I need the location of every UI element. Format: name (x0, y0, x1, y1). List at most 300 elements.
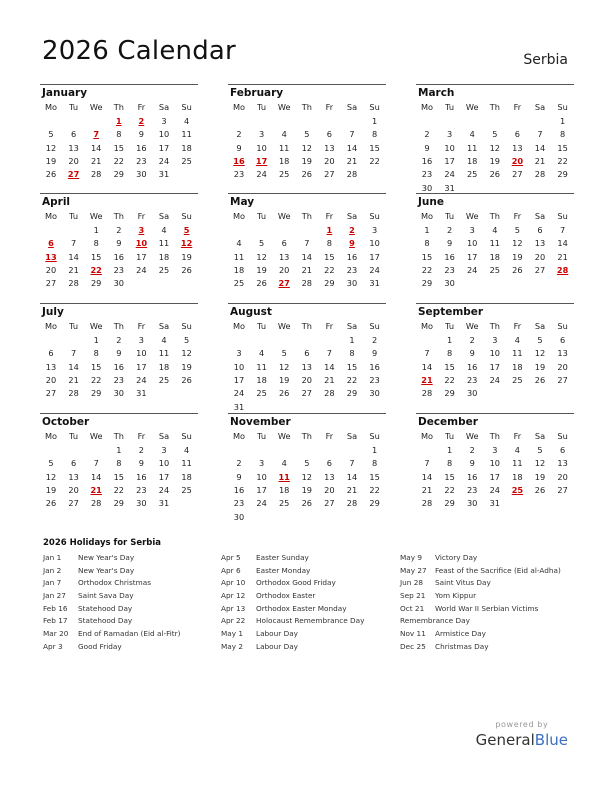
month-name: February (230, 87, 284, 99)
date-cell: 4 (281, 458, 287, 469)
date-cell: 15 (346, 361, 358, 372)
week-row (228, 155, 386, 167)
weekday-label: Th (301, 431, 312, 441)
week-row (40, 347, 198, 359)
date-cell: 22 (113, 484, 124, 495)
weekday-label: Mo (420, 431, 434, 441)
date-cell: 31 (489, 498, 500, 509)
week-row (40, 168, 198, 180)
date-cell: 18 (181, 471, 192, 482)
month-divider (40, 413, 198, 414)
date-cell: 14 (421, 361, 433, 372)
weekday-label: Sa (534, 321, 546, 331)
weekday-label: We (277, 211, 291, 221)
week-row (416, 115, 574, 127)
week-row (40, 277, 198, 289)
weekday-label: Fr (513, 102, 522, 112)
weekday-label: Th (301, 211, 312, 221)
weekday-label: Tu (69, 102, 79, 112)
date-cell: 23 (421, 169, 433, 180)
week-row (416, 264, 574, 276)
date-cell: 3 (258, 129, 265, 140)
date-cell: 5 (537, 445, 543, 455)
week-row (416, 224, 574, 236)
date-cell: 18 (466, 155, 478, 166)
date-cell: 9 (469, 348, 475, 359)
holidays-title: 2026 Holidays for Serbia (43, 538, 162, 548)
date-cell: 27 (324, 498, 335, 509)
weekday-label: Tu (69, 431, 79, 441)
date-cell: 1 (371, 116, 378, 126)
date-cell: 12 (45, 142, 57, 153)
date-cell: 25 (158, 264, 170, 275)
weekday-label: Tu (69, 211, 79, 221)
holiday-name: Remembrance Day (400, 616, 470, 626)
date-cell: 20 (534, 251, 546, 262)
date-cell: 26 (301, 169, 312, 180)
weekday-label: We (89, 431, 103, 441)
date-cell: 16 (233, 484, 245, 495)
date-cell: 3 (446, 129, 453, 140)
date-cell: 10 (233, 361, 245, 372)
date-cell: 5 (492, 129, 498, 140)
holiday-date: Mar 20 (43, 629, 69, 639)
date-cell: 19 (512, 251, 523, 262)
date-cell: 4 (183, 116, 190, 126)
date-cell: 26 (181, 264, 192, 275)
holiday-name: New Year's Day (78, 553, 135, 562)
weekday-header-row (40, 210, 198, 222)
date-cell: 3 (138, 335, 144, 345)
weekday-label: Fr (137, 102, 146, 112)
weekday-label: We (465, 321, 479, 331)
week-row (228, 347, 386, 359)
month-name: March (418, 87, 455, 99)
holiday-column (400, 552, 578, 654)
weekday-label: Su (557, 211, 568, 221)
date-cell: 29 (444, 388, 455, 399)
date-cell: 25 (256, 388, 267, 399)
date-cell: 11 (278, 142, 290, 153)
date-cell: 12 (301, 471, 312, 482)
date-cell: 5 (304, 458, 310, 469)
date-cell: 4 (469, 129, 475, 140)
date-cell: 10 (444, 142, 455, 153)
date-cell: 3 (371, 225, 378, 235)
date-cell: 30 (233, 511, 245, 522)
month-name: October (42, 416, 90, 428)
date-cell: 26 (181, 374, 192, 385)
week-row (228, 444, 386, 456)
date-cell: 8 (349, 348, 355, 359)
date-cell: 30 (346, 278, 358, 289)
date-cell: 27 (45, 388, 57, 399)
date-cell: 12 (278, 361, 290, 372)
date-cell: 1 (446, 445, 453, 455)
month-name: May (230, 196, 255, 208)
date-cell: 13 (324, 142, 335, 153)
week-row (40, 484, 198, 496)
date-cell: 28 (68, 388, 79, 399)
date-cell: 30 (113, 278, 124, 289)
date-cell: 26 (489, 169, 500, 180)
date-cell: 19 (45, 484, 57, 495)
date-cell: 7 (93, 458, 99, 469)
week-row (40, 142, 198, 154)
date-cell: 14 (324, 361, 335, 372)
date-cell: 16 (369, 361, 380, 372)
week-row (416, 347, 574, 359)
week-row (416, 361, 574, 373)
week-row (40, 374, 198, 386)
date-cell: 9 (469, 458, 475, 469)
date-cell: 18 (278, 484, 290, 495)
week-row (40, 128, 198, 140)
holiday-item (221, 577, 399, 590)
date-cell: 31 (158, 498, 170, 509)
date-cell: 7 (70, 348, 77, 359)
date-cell: 23 (444, 264, 455, 275)
date-cell: 28 (90, 498, 102, 509)
holiday-name: Victory Day (435, 553, 478, 562)
date-cell: 11 (181, 129, 192, 140)
holiday-name: Orthodox Good Friday (256, 578, 336, 588)
weekday-label: Fr (513, 431, 522, 441)
date-cell: 19 (181, 251, 192, 262)
holiday-name: Statehood Day (78, 616, 133, 626)
date-cell: 2 (138, 445, 144, 455)
date-cell: 4 (258, 348, 265, 359)
date-cell: 25 (181, 484, 192, 495)
date-cell: 14 (557, 238, 568, 249)
date-cell: 28 (346, 169, 358, 180)
date-cell: 17 (489, 361, 500, 372)
date-cell: 28 (324, 388, 335, 399)
date-cell: 16 (466, 471, 478, 482)
weekday-label: We (465, 431, 479, 441)
date-cell: 1 (424, 225, 430, 235)
month-name: August (230, 306, 272, 318)
date-cell: 17 (444, 155, 455, 166)
holiday-name: Orthodox Easter Monday (256, 603, 347, 613)
date-cell: 25 (489, 264, 500, 275)
date-cell: 1 (116, 445, 122, 455)
date-cell: 7 (349, 458, 355, 469)
weekday-label: Sa (534, 102, 546, 112)
weekday-label: Th (489, 431, 500, 441)
date-cell: 27 (512, 169, 523, 180)
date-cell: 7 (424, 458, 430, 469)
date-cell: 3 (469, 225, 475, 235)
holiday-date-cell: 16 (233, 155, 245, 166)
date-cell: 11 (489, 238, 500, 249)
weekday-label: Fr (325, 102, 334, 112)
holiday-name: Labour Day (256, 629, 298, 639)
date-cell: 25 (278, 169, 290, 180)
date-cell: 30 (466, 498, 478, 509)
date-cell: 5 (514, 225, 520, 235)
date-cell: 16 (444, 251, 455, 262)
date-cell: 5 (281, 348, 287, 359)
date-cell: 23 (233, 498, 245, 509)
month-divider (228, 193, 386, 194)
date-cell: 18 (233, 264, 245, 275)
weekday-label: Su (181, 211, 192, 221)
date-cell: 13 (324, 471, 335, 482)
weekday-label: We (465, 102, 479, 112)
week-row (228, 511, 386, 523)
date-cell: 10 (489, 348, 500, 359)
holiday-name: Orthodox Easter (256, 591, 316, 601)
week-row (416, 237, 574, 249)
date-cell: 19 (256, 264, 267, 275)
date-cell: 19 (301, 484, 312, 495)
weekday-label: Su (369, 211, 380, 221)
holiday-item (400, 628, 578, 641)
weekday-header-row (228, 430, 386, 442)
date-cell: 20 (278, 264, 290, 275)
week-row (228, 168, 386, 180)
weekday-label: Tu (445, 102, 455, 112)
date-cell: 10 (158, 129, 170, 140)
holiday-date: May 9 (400, 553, 423, 562)
date-cell: 12 (489, 142, 500, 153)
date-cell: 15 (444, 361, 455, 372)
weekday-label: Mo (420, 102, 434, 112)
weekday-label: Su (557, 102, 568, 112)
weekday-label: We (89, 102, 103, 112)
date-cell: 23 (113, 374, 124, 385)
week-row (40, 361, 198, 373)
brand-name-general: General (475, 731, 535, 749)
date-cell: 18 (181, 142, 192, 153)
date-cell: 14 (301, 251, 312, 262)
date-cell: 3 (161, 116, 167, 126)
holiday-date: Jan 27 (43, 591, 66, 601)
date-cell: 1 (349, 335, 355, 345)
date-cell: 13 (278, 251, 290, 262)
holiday-column (43, 552, 221, 654)
date-cell: 17 (466, 251, 478, 262)
holiday-name: Christmas Day (435, 641, 489, 651)
date-cell: 24 (369, 264, 380, 275)
weekday-header-row (416, 430, 574, 442)
date-cell: 14 (346, 471, 358, 482)
date-cell: 29 (557, 169, 568, 180)
date-cell: 27 (557, 484, 568, 495)
date-cell: 8 (371, 458, 378, 469)
week-row (40, 224, 198, 236)
week-row (40, 457, 198, 469)
date-cell: 6 (559, 335, 566, 345)
date-cell: 12 (45, 471, 57, 482)
holiday-item (43, 615, 221, 628)
weekday-label: Sa (346, 211, 358, 221)
date-cell: 17 (158, 142, 170, 153)
weekday-header-row (416, 101, 574, 113)
holiday-item (221, 590, 399, 603)
brand-logo (476, 720, 568, 749)
date-cell: 15 (324, 251, 335, 262)
month-divider (228, 303, 386, 304)
weekday-label: Tu (257, 102, 267, 112)
holiday-item (400, 603, 578, 616)
date-cell: 17 (369, 251, 380, 262)
month-divider (416, 303, 574, 304)
weekday-label: We (277, 431, 291, 441)
weekday-label: Sa (346, 431, 358, 441)
date-cell: 31 (369, 278, 380, 289)
week-row (228, 457, 386, 469)
holiday-date: Apr 10 (221, 578, 246, 588)
date-cell: 25 (278, 498, 290, 509)
week-row (228, 374, 386, 386)
date-cell: 24 (158, 484, 170, 495)
week-row (416, 142, 574, 154)
weekday-label: Fr (137, 321, 146, 331)
weekday-label: Th (489, 102, 500, 112)
holiday-date: Apr 13 (221, 603, 246, 613)
holiday-date-cell: 6 (48, 238, 54, 249)
date-cell: 20 (324, 155, 335, 166)
date-cell: 21 (68, 374, 79, 385)
month-divider (416, 413, 574, 414)
date-cell: 22 (113, 155, 124, 166)
date-cell: 12 (534, 458, 546, 469)
date-cell: 25 (233, 278, 245, 289)
holiday-name: Easter Sunday (256, 553, 309, 562)
date-cell: 11 (158, 238, 170, 249)
date-cell: 14 (534, 142, 546, 153)
holiday-item (43, 603, 221, 616)
holiday-date: Apr 5 (221, 553, 241, 562)
date-cell: 8 (446, 348, 453, 359)
date-cell: 5 (48, 458, 54, 469)
week-row (416, 155, 574, 167)
date-cell: 19 (489, 155, 500, 166)
date-cell: 26 (512, 264, 523, 275)
week-row (416, 497, 574, 509)
holiday-date: Jan 1 (43, 553, 62, 562)
holiday-date-cell: 1 (326, 225, 333, 235)
date-cell: 6 (48, 348, 54, 359)
date-cell: 19 (534, 471, 546, 482)
weekday-label: We (465, 211, 479, 221)
date-cell: 18 (158, 361, 170, 372)
holiday-date-cell: 22 (90, 264, 102, 275)
holiday-name: Orthodox Christmas (78, 578, 151, 588)
date-cell: 28 (301, 278, 312, 289)
date-cell: 2 (469, 335, 475, 345)
holiday-column (221, 552, 399, 654)
date-cell: 22 (369, 155, 380, 166)
holiday-date-cell: 20 (511, 155, 524, 166)
weekday-label: Mo (44, 102, 58, 112)
date-cell: 9 (236, 142, 242, 153)
month-divider (40, 84, 198, 85)
date-cell: 17 (489, 471, 500, 482)
holiday-date: Dec 25 (400, 641, 426, 651)
date-cell: 4 (161, 225, 167, 235)
date-cell: 16 (136, 142, 147, 153)
date-cell: 25 (181, 155, 192, 166)
date-cell: 27 (534, 264, 546, 275)
weekday-label: Sa (534, 211, 546, 221)
holiday-date: Apr 3 (43, 641, 63, 651)
weekday-header-row (228, 210, 386, 222)
holiday-date: Apr 6 (221, 565, 241, 575)
weekday-header-row (40, 101, 198, 113)
holiday-name: End of Ramadan (Eid al-Fitr) (78, 629, 181, 639)
date-cell: 24 (233, 388, 245, 399)
holiday-item (43, 641, 221, 654)
date-cell: 14 (90, 471, 102, 482)
holiday-date-cell: 5 (183, 225, 190, 235)
date-cell: 5 (183, 335, 190, 345)
holiday-item (221, 628, 399, 641)
date-cell: 15 (557, 142, 568, 153)
date-cell: 15 (369, 142, 380, 153)
date-cell: 8 (93, 348, 99, 359)
date-cell: 15 (421, 251, 433, 262)
holiday-date-cell: 27 (67, 169, 80, 180)
weekday-label: Sa (346, 102, 358, 112)
week-row (416, 484, 574, 496)
date-cell: 24 (136, 264, 147, 275)
date-cell: 18 (158, 251, 170, 262)
date-cell: 6 (537, 225, 543, 235)
date-cell: 3 (236, 348, 242, 359)
date-cell: 22 (90, 374, 102, 385)
date-cell: 29 (90, 278, 102, 289)
holiday-name: Labour Day (256, 641, 298, 651)
date-cell: 5 (304, 129, 310, 140)
week-row (40, 387, 198, 399)
weekday-label: Tu (257, 211, 267, 221)
week-row (40, 115, 198, 127)
date-cell: 25 (466, 169, 478, 180)
weekday-label: Su (369, 431, 380, 441)
weekday-label: Tu (445, 211, 455, 221)
date-cell: 24 (489, 484, 500, 495)
weekday-label: Th (113, 321, 124, 331)
date-cell: 6 (514, 129, 520, 140)
powered-by-text: powered by (495, 720, 549, 729)
date-cell: 26 (301, 498, 312, 509)
date-cell: 9 (371, 348, 378, 359)
date-cell: 15 (113, 471, 124, 482)
date-cell: 12 (181, 348, 192, 359)
date-cell: 10 (256, 142, 267, 153)
date-cell: 17 (158, 471, 170, 482)
holiday-date-cell: 25 (511, 484, 524, 495)
date-cell: 31 (158, 169, 170, 180)
date-cell: 4 (183, 445, 190, 455)
week-row (228, 484, 386, 496)
week-row (228, 237, 386, 249)
weekday-header-row (416, 320, 574, 332)
holiday-item (400, 577, 578, 590)
date-cell: 20 (301, 374, 312, 385)
weekday-label: Sa (158, 211, 170, 221)
date-cell: 4 (514, 445, 520, 455)
week-row (228, 142, 386, 154)
holiday-date: Apr 22 (221, 616, 246, 626)
week-row (40, 155, 198, 167)
date-cell: 2 (236, 129, 242, 140)
weekday-label: Su (181, 321, 192, 331)
holiday-date: Feb 17 (43, 616, 68, 626)
